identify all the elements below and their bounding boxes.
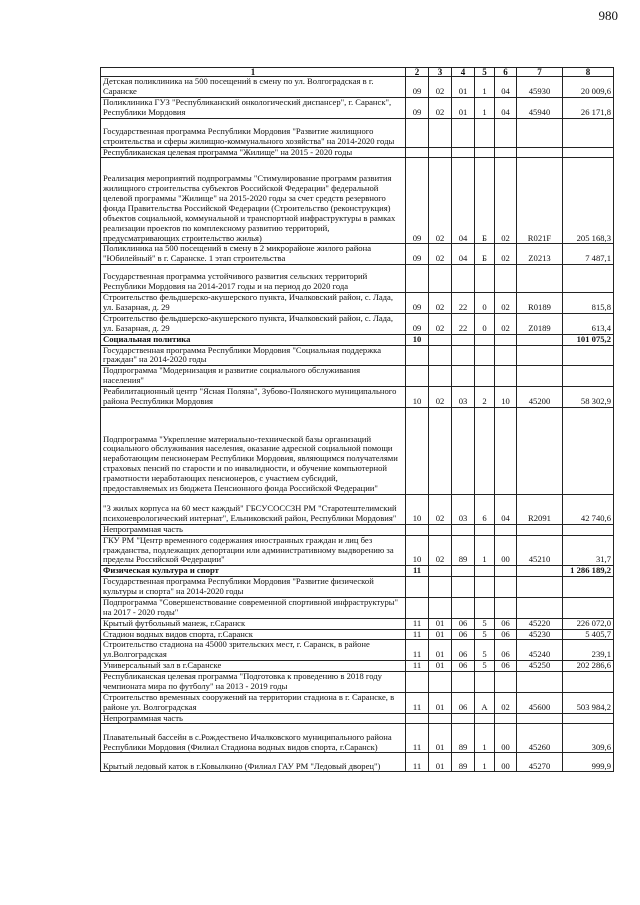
row-code-2: 10 xyxy=(406,387,429,408)
column-header: 7 xyxy=(517,68,563,77)
row-code-3 xyxy=(429,713,452,724)
row-code-4 xyxy=(452,713,475,724)
row-code-2: 09 xyxy=(406,77,429,98)
table-row xyxy=(101,313,614,334)
row-code-6: 06 xyxy=(495,629,517,640)
row-description: ГКУ РМ "Центр временного содержания иностранных граждан и лиц без гражданства, подлежащих депортации или административному выдворению за пределы Российской Федерации" xyxy=(101,535,406,566)
row-code-3 xyxy=(429,366,452,387)
row-code-2: 10 xyxy=(406,334,429,345)
row-description: Крытый футбольный манеж, г.Саранск xyxy=(101,618,406,629)
row-code-5: 1 xyxy=(475,97,495,118)
row-code-3: 02 xyxy=(429,313,452,334)
row-description: Государственная программа устойчивого развития сельских территорий Республики Мордовия на 2014-2017 годы и на период до 2020 года xyxy=(101,265,406,293)
row-code-2 xyxy=(406,407,429,494)
row-code-3 xyxy=(429,672,452,693)
table-row xyxy=(101,293,614,314)
row-code-6: 02 xyxy=(495,692,517,713)
column-header: 6 xyxy=(495,68,517,77)
row-code-6 xyxy=(495,147,517,158)
row-code-6: 04 xyxy=(495,494,517,524)
table-row xyxy=(101,713,614,724)
row-code-7 xyxy=(517,345,563,366)
row-code-5 xyxy=(475,566,495,577)
row-code-2 xyxy=(406,345,429,366)
row-code-4 xyxy=(452,147,475,158)
row-code-7 xyxy=(517,577,563,598)
row-code-7: 45220 xyxy=(517,618,563,629)
row-code-2: 09 xyxy=(406,244,429,265)
row-code-3: 02 xyxy=(429,77,452,98)
row-code-7: 45200 xyxy=(517,387,563,408)
table-row xyxy=(101,597,614,618)
row-code-3: 02 xyxy=(429,244,452,265)
table-row xyxy=(101,618,614,629)
row-code-4: 01 xyxy=(452,97,475,118)
row-code-4: 03 xyxy=(452,387,475,408)
row-code-3: 02 xyxy=(429,97,452,118)
row-code-6 xyxy=(495,597,517,618)
row-code-7 xyxy=(517,366,563,387)
row-code-3: 01 xyxy=(429,640,452,661)
row-code-5: Б xyxy=(475,244,495,265)
row-code-7: 45930 xyxy=(517,77,563,98)
row-description: Социальная политика xyxy=(101,334,406,345)
table-row xyxy=(101,387,614,408)
row-code-4 xyxy=(452,566,475,577)
table-row xyxy=(101,265,614,293)
row-code-3 xyxy=(429,334,452,345)
row-code-7: R0189 xyxy=(517,293,563,314)
row-code-7: 45230 xyxy=(517,629,563,640)
row-code-5: 5 xyxy=(475,629,495,640)
row-description: Подпрограмма "Модернизация и развитие социального обслуживания населения" xyxy=(101,366,406,387)
row-code-3 xyxy=(429,118,452,147)
row-code-3: 02 xyxy=(429,494,452,524)
row-code-2: 11 xyxy=(406,724,429,753)
row-code-5: 6 xyxy=(475,494,495,524)
row-code-4: 04 xyxy=(452,244,475,265)
row-code-5 xyxy=(475,265,495,293)
row-code-5 xyxy=(475,366,495,387)
row-code-6: 00 xyxy=(495,535,517,566)
row-amount xyxy=(563,672,614,693)
row-code-5 xyxy=(475,407,495,494)
row-code-2 xyxy=(406,265,429,293)
row-code-4: 89 xyxy=(452,724,475,753)
row-code-6: 06 xyxy=(495,618,517,629)
row-code-4: 06 xyxy=(452,692,475,713)
row-code-3 xyxy=(429,345,452,366)
row-code-5: Б xyxy=(475,158,495,244)
row-amount: 613,4 xyxy=(563,313,614,334)
column-header: 8 xyxy=(563,68,614,77)
row-code-2: 11 xyxy=(406,640,429,661)
row-code-2: 10 xyxy=(406,494,429,524)
row-code-5 xyxy=(475,118,495,147)
row-code-6: 06 xyxy=(495,661,517,672)
row-code-4 xyxy=(452,345,475,366)
row-description: Реабилитационный центр "Ясная Поляна", Зубово-Полянского муниципального района Республики Мордовия xyxy=(101,387,406,408)
row-code-3: 01 xyxy=(429,724,452,753)
row-code-6 xyxy=(495,566,517,577)
row-code-3 xyxy=(429,147,452,158)
row-amount xyxy=(563,265,614,293)
row-code-2 xyxy=(406,147,429,158)
row-description: Государственная программа Республики Мордовия "Развитие жилищного строительства и сферы жилищно-коммунального хозяйства" на 2014-2020 годы xyxy=(101,118,406,147)
row-code-5: А xyxy=(475,692,495,713)
row-code-4: 06 xyxy=(452,661,475,672)
row-code-7: 45600 xyxy=(517,692,563,713)
row-code-2: 11 xyxy=(406,753,429,772)
table-row xyxy=(101,535,614,566)
row-description: Физическая культура и спорт xyxy=(101,566,406,577)
row-amount: 20 009,6 xyxy=(563,77,614,98)
row-amount: 101 075,2 xyxy=(563,334,614,345)
row-code-5: 1 xyxy=(475,535,495,566)
row-description: Детская поликлиника на 500 посещений в смену по ул. Волгоградская в г. Саранске xyxy=(101,77,406,98)
row-amount xyxy=(563,366,614,387)
row-amount: 5 405,7 xyxy=(563,629,614,640)
table-row xyxy=(101,77,614,98)
row-code-5: 1 xyxy=(475,77,495,98)
row-code-7: 45250 xyxy=(517,661,563,672)
row-code-6: 02 xyxy=(495,158,517,244)
row-amount: 7 487,1 xyxy=(563,244,614,265)
row-code-6: 00 xyxy=(495,724,517,753)
row-code-4: 04 xyxy=(452,158,475,244)
row-description: Непрограммная часть xyxy=(101,713,406,724)
row-code-7: Z0213 xyxy=(517,244,563,265)
row-code-4: 22 xyxy=(452,313,475,334)
row-code-2: 11 xyxy=(406,661,429,672)
row-code-4 xyxy=(452,672,475,693)
row-code-4: 06 xyxy=(452,618,475,629)
column-header: 4 xyxy=(452,68,475,77)
row-code-6: 10 xyxy=(495,387,517,408)
row-code-6: 04 xyxy=(495,77,517,98)
row-code-3 xyxy=(429,597,452,618)
row-description: Поликлиника ГУЗ "Республиканский онкологический диспансер", г. Саранск", Республики Мордовия xyxy=(101,97,406,118)
row-code-5 xyxy=(475,147,495,158)
row-amount xyxy=(563,524,614,535)
row-code-5: 5 xyxy=(475,661,495,672)
row-code-6 xyxy=(495,366,517,387)
row-code-5: 0 xyxy=(475,293,495,314)
row-description: Строительство фельдшерско-акушерского пункта, Ичалковский район, с. Лада, ул. Базарная, д. 29 xyxy=(101,313,406,334)
table-row xyxy=(101,494,614,524)
row-code-2 xyxy=(406,577,429,598)
row-code-5: 0 xyxy=(475,313,495,334)
table-row xyxy=(101,661,614,672)
row-code-7 xyxy=(517,672,563,693)
table-row xyxy=(101,524,614,535)
row-code-7: R2091 xyxy=(517,494,563,524)
row-code-7 xyxy=(517,713,563,724)
row-code-4: 89 xyxy=(452,535,475,566)
row-description: Плавательный бассейн в с.Рождествено Ичалковского муниципального района Республики Мордовия (Филиал Стадиона водных видов спорта, г.Саранск) xyxy=(101,724,406,753)
row-code-6 xyxy=(495,577,517,598)
column-header: 5 xyxy=(475,68,495,77)
column-header: 1 xyxy=(101,68,406,77)
row-code-5: 5 xyxy=(475,640,495,661)
row-description: Строительство временных сооружений на территории стадиона в г. Саранске, в районе ул. Волгоградская xyxy=(101,692,406,713)
page-number: 980 xyxy=(598,8,618,23)
row-description: Государственная программа Республики Мордовия "Социальная поддержка граждан" на 2014-2020 годы xyxy=(101,345,406,366)
row-code-4: 03 xyxy=(452,494,475,524)
row-amount: 205 168,3 xyxy=(563,158,614,244)
table-row xyxy=(101,118,614,147)
row-code-3: 01 xyxy=(429,692,452,713)
row-code-2: 09 xyxy=(406,158,429,244)
row-code-6: 02 xyxy=(495,293,517,314)
row-code-2 xyxy=(406,524,429,535)
row-description: Республиканская целевая программа "Жилище" на 2015 - 2020 годы xyxy=(101,147,406,158)
row-code-3: 01 xyxy=(429,618,452,629)
row-code-3 xyxy=(429,407,452,494)
row-amount: 202 286,6 xyxy=(563,661,614,672)
column-header: 2 xyxy=(406,68,429,77)
row-code-4: 22 xyxy=(452,293,475,314)
row-code-5 xyxy=(475,672,495,693)
table-row xyxy=(101,577,614,598)
row-code-2 xyxy=(406,118,429,147)
row-code-6 xyxy=(495,524,517,535)
row-description: Стадион водных видов спорта, г.Саранск xyxy=(101,629,406,640)
row-code-6 xyxy=(495,118,517,147)
row-code-6: 00 xyxy=(495,753,517,772)
row-code-3: 01 xyxy=(429,629,452,640)
row-code-4: 89 xyxy=(452,753,475,772)
table-row xyxy=(101,692,614,713)
row-amount xyxy=(563,118,614,147)
table-row xyxy=(101,724,614,753)
section-row xyxy=(101,334,614,345)
row-code-6: 02 xyxy=(495,313,517,334)
row-description: Универсальный зал в г.Саранске xyxy=(101,661,406,672)
row-code-4 xyxy=(452,366,475,387)
row-amount xyxy=(563,407,614,494)
row-amount: 815,8 xyxy=(563,293,614,314)
row-code-6 xyxy=(495,334,517,345)
row-amount: 309,6 xyxy=(563,724,614,753)
row-amount xyxy=(563,577,614,598)
row-code-2: 11 xyxy=(406,629,429,640)
row-code-7: R021F xyxy=(517,158,563,244)
row-code-3: 01 xyxy=(429,753,452,772)
row-code-2: 10 xyxy=(406,535,429,566)
column-header: 3 xyxy=(429,68,452,77)
row-code-4 xyxy=(452,597,475,618)
row-code-2: 09 xyxy=(406,97,429,118)
row-amount xyxy=(563,713,614,724)
row-code-4 xyxy=(452,265,475,293)
row-code-5 xyxy=(475,577,495,598)
row-description: Республиканская целевая программа "Подготовка к проведению в 2018 году чемпионата мира по футболу" на 2013 - 2019 годы xyxy=(101,672,406,693)
row-amount: 226 072,0 xyxy=(563,618,614,629)
row-code-3: 02 xyxy=(429,293,452,314)
row-amount xyxy=(563,147,614,158)
row-amount xyxy=(563,345,614,366)
row-code-6 xyxy=(495,407,517,494)
row-code-5: 1 xyxy=(475,724,495,753)
row-description: Непрограммная часть xyxy=(101,524,406,535)
row-code-4 xyxy=(452,118,475,147)
row-code-2 xyxy=(406,672,429,693)
row-code-6 xyxy=(495,345,517,366)
row-code-7: Z0189 xyxy=(517,313,563,334)
row-code-6: 04 xyxy=(495,97,517,118)
row-code-4: 06 xyxy=(452,640,475,661)
row-description: Строительство фельдшерско-акушерского пункта, Ичалковский район, с. Лада, ул. Базарная, д. 29 xyxy=(101,293,406,314)
row-code-7 xyxy=(517,147,563,158)
row-code-7: 45210 xyxy=(517,535,563,566)
row-description: Подпрограмма "Совершенствование современной спортивной инфраструктуры" на 2017 - 2020 годы" xyxy=(101,597,406,618)
table-body xyxy=(101,77,614,772)
row-amount xyxy=(563,597,614,618)
row-amount: 239,1 xyxy=(563,640,614,661)
row-code-5 xyxy=(475,524,495,535)
table-row xyxy=(101,158,614,244)
row-code-7: 45240 xyxy=(517,640,563,661)
row-description: Подпрограмма "Укрепление материально-технической базы организаций социального обслуживания населения, оказание адресной социальной помощи неработающим пенсионерам Республики Мордовия, являющимся получателями страховых пенсий по старости и по инвалидности, и обучение компьютерной грамотности неработающих пенсионеров, с участием субсидий, предоставляемых из бюджета Пенсионного фонда Российской Федерации" xyxy=(101,407,406,494)
row-code-6: 02 xyxy=(495,244,517,265)
row-code-4 xyxy=(452,407,475,494)
table-row xyxy=(101,640,614,661)
row-amount: 1 286 189,2 xyxy=(563,566,614,577)
row-code-7 xyxy=(517,118,563,147)
row-code-3 xyxy=(429,265,452,293)
row-code-2: 11 xyxy=(406,566,429,577)
row-amount: 999,9 xyxy=(563,753,614,772)
budget-table xyxy=(100,67,614,772)
row-code-5 xyxy=(475,334,495,345)
row-code-5 xyxy=(475,597,495,618)
row-code-4: 06 xyxy=(452,629,475,640)
row-code-3: 02 xyxy=(429,158,452,244)
row-code-2: 11 xyxy=(406,618,429,629)
row-code-7: 45260 xyxy=(517,724,563,753)
row-code-2: 11 xyxy=(406,692,429,713)
row-description: "3 жилых корпуса на 60 мест каждый" ГБСУСОССЗН РМ "Старотештелимский психоневрологический интернат", Ельниковский район, Республики Мордовия" xyxy=(101,494,406,524)
row-code-7 xyxy=(517,334,563,345)
row-code-5: 5 xyxy=(475,618,495,629)
row-code-3: 02 xyxy=(429,387,452,408)
row-code-6 xyxy=(495,713,517,724)
row-code-7 xyxy=(517,524,563,535)
table-row xyxy=(101,366,614,387)
row-description: Строительство стадиона на 45000 зрительских мест, г. Саранск, в районе ул.Волгоградская xyxy=(101,640,406,661)
row-code-2 xyxy=(406,713,429,724)
table-row xyxy=(101,97,614,118)
row-code-3: 01 xyxy=(429,661,452,672)
row-code-2 xyxy=(406,597,429,618)
row-amount: 26 171,8 xyxy=(563,97,614,118)
row-amount: 31,7 xyxy=(563,535,614,566)
row-code-5: 2 xyxy=(475,387,495,408)
section-row xyxy=(101,566,614,577)
table-row xyxy=(101,629,614,640)
table-row xyxy=(101,147,614,158)
row-description: Поликлиника на 500 посещений в смену в 2 микрорайоне жилого района "Юбилейный" в г. Саранске. 1 этап строительства xyxy=(101,244,406,265)
row-code-6 xyxy=(495,672,517,693)
row-description: Реализация мероприятий подпрограммы "Стимулирование программ развития жилищного строительства субъектов Российской Федерации" федеральной целевой программы "Жилище" на 2015-2020 годы за счет средств резервного фонда Правительства Российской Федерации (Строительство (реконструкция) объектов социальной, коммунальной и транспортной инфраструктуры в рамках реализации проектов по комплексному развитию территорий, предусматривающих строительство жилья) xyxy=(101,158,406,244)
table-header-row xyxy=(101,68,614,77)
row-code-5: 1 xyxy=(475,753,495,772)
row-code-3 xyxy=(429,524,452,535)
row-description: Государственная программа Республики Мордовия "Развитие физической культуры и спорта" на 2014-2020 годы xyxy=(101,577,406,598)
table-row xyxy=(101,345,614,366)
row-code-2: 09 xyxy=(406,293,429,314)
row-code-4: 01 xyxy=(452,77,475,98)
row-code-2: 09 xyxy=(406,313,429,334)
row-code-5 xyxy=(475,345,495,366)
row-code-6 xyxy=(495,265,517,293)
row-code-3 xyxy=(429,577,452,598)
row-code-4 xyxy=(452,577,475,598)
row-amount: 42 740,6 xyxy=(563,494,614,524)
row-code-2 xyxy=(406,366,429,387)
row-code-3 xyxy=(429,566,452,577)
row-code-4 xyxy=(452,334,475,345)
row-amount: 503 984,2 xyxy=(563,692,614,713)
row-code-7: 45940 xyxy=(517,97,563,118)
table-row xyxy=(101,753,614,772)
row-code-7 xyxy=(517,265,563,293)
row-code-7 xyxy=(517,407,563,494)
table-row xyxy=(101,672,614,693)
row-code-5 xyxy=(475,713,495,724)
table-row xyxy=(101,407,614,494)
table-row xyxy=(101,244,614,265)
row-code-7 xyxy=(517,566,563,577)
row-code-3: 02 xyxy=(429,535,452,566)
row-code-6: 06 xyxy=(495,640,517,661)
row-code-7: 45270 xyxy=(517,753,563,772)
row-code-7 xyxy=(517,597,563,618)
row-amount: 58 302,9 xyxy=(563,387,614,408)
row-code-4 xyxy=(452,524,475,535)
row-description: Крытый ледовый каток в г.Ковылкино (Филиал ГАУ РМ "Ледовый дворец") xyxy=(101,753,406,772)
